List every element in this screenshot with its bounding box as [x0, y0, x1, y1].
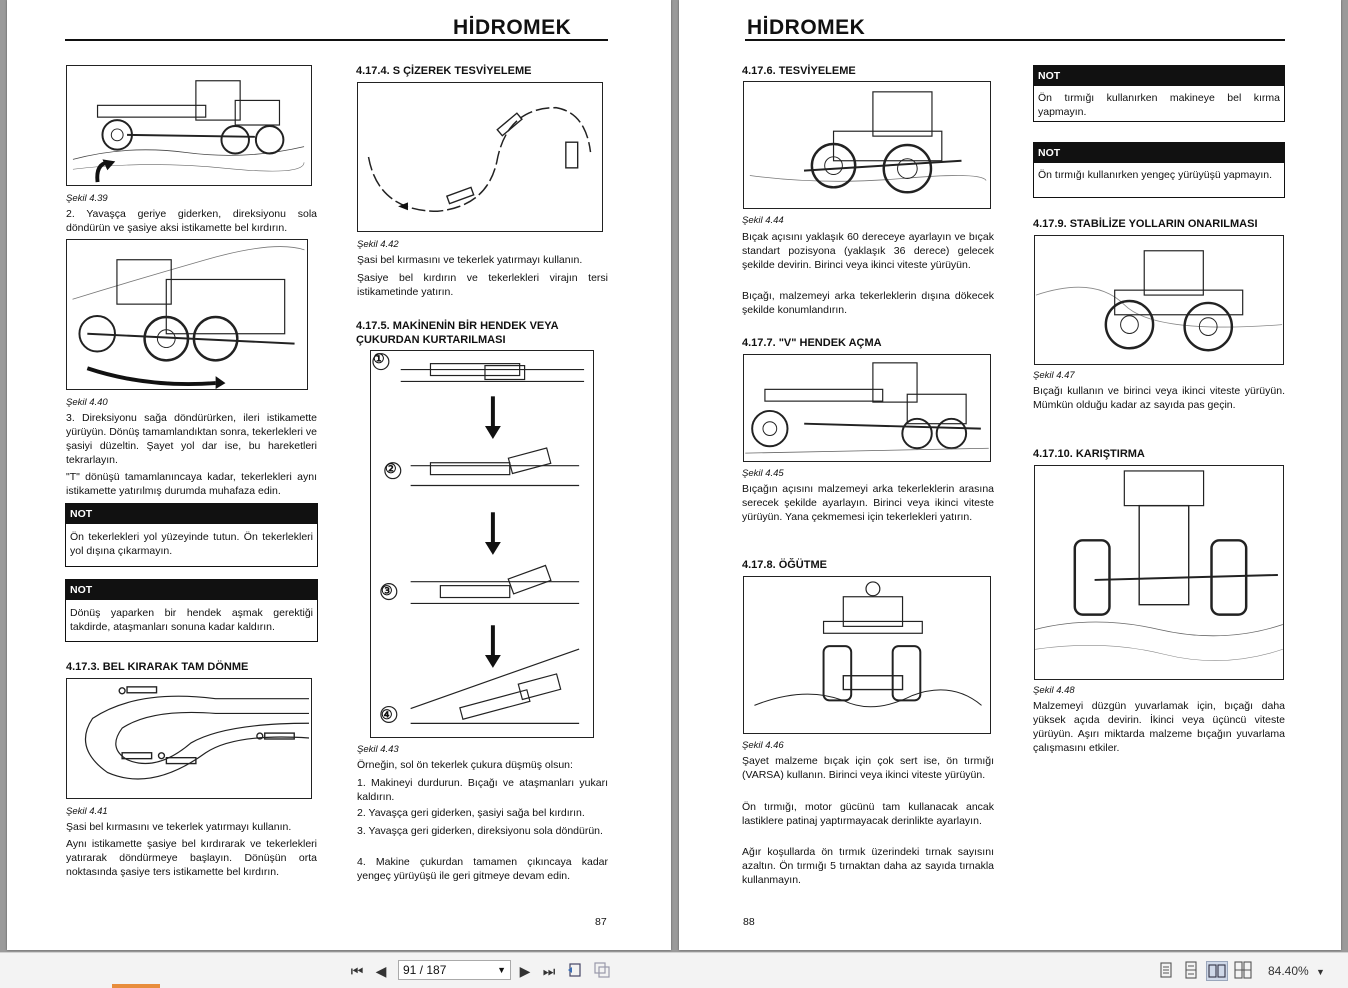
figure-4-43: [370, 350, 594, 738]
text-step-3: 3. Direksiyonu sağa döndürürken, ileri istikamette yürüyün. Dönüş tamamlandıktan sonra, tekerlekleri ve şasiyi düzeltin. Şayet yol dar ise, bu hareketleri tekrarlayın.: [66, 412, 317, 466]
text-4-17-7: Bıçağın açısını malzemeyi arka tekerleklerin arasına serecek şekilde ayarlayın. Birinci veya ikinci viteste yürüyün. Yana çekmemesi için tekerlekleri yatırın.: [742, 483, 994, 523]
heading-4-17-5: 4.17.5. MAKİNENİN BİR HENDEK VEYA ÇUKURDAN KURTARILMASI: [356, 320, 559, 346]
step-marker: ④: [381, 707, 393, 722]
step-marker: ③: [381, 583, 393, 598]
heading-4-17-3: 4.17.3. BEL KIRARAK TAM DÖNME: [66, 661, 249, 673]
text-4-17-5-step3: 3. Yavaşça geri giderken, direksiyonu sola döndürün.: [357, 825, 603, 837]
zoom-level[interactable]: [1268, 961, 1325, 982]
text-4-17-4-b: Şasiye bel kırdırın ve tekerlekleri virajın tersi istikametinde yatırın.: [357, 272, 608, 298]
header-rule: [745, 39, 1285, 41]
page-number: 87: [595, 916, 607, 928]
heading-4-17-7: 4.17.7. "V" HENDEK AÇMA: [742, 337, 882, 349]
caption-4-39: Şekil 4.39: [66, 193, 108, 204]
left-page: [7, 0, 671, 950]
caption-4-40: Şekil 4.40: [66, 397, 108, 408]
right-page: [679, 0, 1341, 950]
page-number: 88: [743, 916, 755, 928]
page-indicator: 91 / 187: [403, 963, 447, 977]
text-step-2: 2. Yavaşça geriye giderken, direksiyonu sola döndürün ve şasiye aksi istikamette bel kırdırın.: [66, 208, 317, 234]
text-4-17-6-a: Bıçak açısını yaklaşık 60 dereceye ayarlayın ve bıçak standart pozisyona (yaklaşık 36 derece) gelecek şekilde devirin. Birinci veya ikinci viteste yürüyün.: [742, 231, 994, 271]
two-page-view-icon[interactable]: [1206, 961, 1228, 981]
note-box: [1033, 65, 1285, 122]
heading-4-17-8: 4.17.8. ÖĞÜTME: [742, 559, 827, 571]
figure-4-40: [66, 239, 308, 390]
previous-page-button[interactable]: ◀: [375, 963, 387, 979]
first-page-button[interactable]: ⏮: [350, 963, 364, 979]
full-turn-path-diagram: [67, 679, 311, 798]
text-4-17-4-a: Şasi bel kırmasını ve tekerlek yatırmayı kullanın.: [357, 254, 583, 266]
figure-4-45: [743, 354, 991, 462]
figure-4-39: [66, 65, 312, 186]
text-4-17-8-a: Şayet malzeme bıçak için çok sert ise, ön tırmığı (VARSA) kullanın. Birinci veya ikinci viteste yürüyün.: [742, 755, 994, 781]
caption-4-44: Şekil 4.44: [742, 215, 784, 226]
text-4-17-5-step4: 4. Makine çukurdan tamamen çıkıncaya kadar yengeç yürüyüşü ile geri gitmeye devam edin.: [357, 856, 608, 882]
note-header: NOT: [66, 504, 317, 524]
zoom-value: 84.40%: [1268, 964, 1309, 978]
heading-4-17-6: 4.17.6. TESVİYELEME: [742, 65, 856, 77]
ditch-recovery-steps-diagram: [371, 351, 593, 737]
heading-4-17-9: 4.17.9. STABİLİZE YOLLARIN ONARILMASI: [1033, 218, 1258, 230]
text-4-17-3-a: Şasi bel kırmasını ve tekerlek yatırmayı kullanın.: [66, 821, 292, 833]
brand-logo: HİDROMEK: [453, 16, 572, 39]
note-body: Dönüş yaparken bir hendek aşmak gerektiği takdirde, ataşmanları sonuna kadar kaldırın.: [70, 607, 313, 633]
grader-grading-illustration: [744, 82, 990, 208]
grader-turn-illustration: [67, 240, 307, 389]
caption-4-41: Şekil 4.41: [66, 806, 108, 817]
brand-logo: HİDROMEK: [747, 16, 866, 39]
text-4-17-10: Malzemeyi düzgün yuvarlamak için, bıçağı daha yüksek açıda devirin. İkinci veya üçüncü viteste yürüyün. Aşırı miktarda malzeme bıçağın yuvarlama çalışmasını etkiler.: [1033, 700, 1285, 754]
text-4-17-8-b: Ön tırmığı, motor gücünü tam kullanacak ancak lastiklere patinaj yaptırmayacak derinlikte ayarlayın.: [742, 801, 994, 827]
mixing-illustration: [1035, 466, 1283, 679]
next-page-button[interactable]: ▶: [519, 963, 531, 979]
note-box: [65, 503, 318, 567]
figure-4-47: [1034, 235, 1284, 365]
pdf-viewer-toolbar: [0, 952, 1348, 988]
text-4-17-9: Bıçağı kullanın ve birinci veya ikinci viteste yürüyün. Mümkün olduğu kadar az sayıda pas geçin.: [1033, 385, 1285, 411]
note-body: Ön tırmığı kullanırken makineye bel kırma yapmayın.: [1038, 92, 1280, 118]
caption-4-45: Şekil 4.45: [742, 468, 784, 479]
fit-page-icon[interactable]: [566, 961, 586, 981]
text-t-turn: "T" dönüşü tamamlanıncaya kadar, tekerlekleri aynı istikamette yatırılmış durumda muhafaza edin.: [66, 471, 317, 497]
s-path-diagram: [358, 83, 602, 231]
caption-4-42: Şekil 4.42: [357, 239, 399, 250]
single-page-view-icon[interactable]: [1156, 961, 1176, 981]
continuous-view-icon[interactable]: [1181, 961, 1201, 981]
note-body: Ön tekerlekleri yol yüzeyinde tutun. Ön tekerlekleri yol dışına çıkarmayın.: [70, 531, 313, 557]
note-box: [65, 579, 318, 642]
header-rule: [65, 39, 608, 41]
text-4-17-8-c: Ağır koşullarda ön tırmık üzerindeki tırnak sayısını azaltın. Ön tırmığı 5 tırnaktan daha az sayıda tırnakla kullanmayın.: [742, 846, 994, 886]
fit-width-icon[interactable]: [592, 961, 612, 981]
caption-4-46: Şekil 4.46: [742, 740, 784, 751]
figure-4-48: [1034, 465, 1284, 680]
note-box: [1033, 142, 1285, 198]
horizontal-scrollbar-thumb[interactable]: [112, 984, 160, 988]
step-marker: ②: [385, 461, 397, 476]
figure-4-41: [66, 678, 312, 799]
road-repair-illustration: [1035, 236, 1283, 364]
page-number-input[interactable]: [398, 960, 511, 980]
text-4-17-5-intro: Örneğin, sol ön tekerlek çukura düşmüş olsun:: [357, 759, 573, 771]
note-body: Ön tırmığı kullanırken yengeç yürüyüşü yapmayın.: [1038, 169, 1273, 181]
figure-4-44: [743, 81, 991, 209]
text-4-17-3-b: Aynı istikamette şasiye bel kırdırarak ve tekerlekleri yatırarak döndürmeye başlayın. Dönüşün orta noktasında şasiye ters istikamette bel kırdırın.: [66, 838, 317, 878]
chevron-down-icon[interactable]: ▼: [497, 965, 506, 975]
heading-4-17-4: 4.17.4. S ÇİZEREK TESVİYELEME: [356, 65, 532, 77]
note-header: NOT: [1034, 143, 1284, 163]
note-header: NOT: [66, 580, 317, 600]
step-marker: ①: [373, 351, 385, 366]
v-ditch-illustration: [744, 355, 990, 461]
caption-4-48: Şekil 4.48: [1033, 685, 1075, 696]
last-page-button[interactable]: ⏭: [542, 963, 556, 979]
two-page-continuous-icon[interactable]: [1233, 961, 1253, 981]
heading-4-17-10: 4.17.10. KARIŞTIRMA: [1033, 448, 1145, 460]
caption-4-43: Şekil 4.43: [357, 744, 399, 755]
caption-4-47: Şekil 4.47: [1033, 370, 1075, 381]
figure-4-46: [743, 576, 991, 734]
grader-turn-illustration: [67, 66, 311, 185]
text-4-17-5-step2: 2. Yavaşça geri giderken, şasiyi sağa bel kırdırın.: [357, 807, 585, 819]
ripper-front-view-illustration: [744, 577, 990, 733]
text-4-17-6-b: Bıçağı, malzemeyi arka tekerleklerin dışına dökecek şekilde konumlandırın.: [742, 290, 994, 316]
text-4-17-5-step1: 1. Makineyi durdurun. Bıçağı ve ataşmanları yukarı kaldırın.: [357, 777, 608, 803]
figure-4-42: [357, 82, 603, 232]
chevron-down-icon[interactable]: ▼: [1316, 967, 1325, 977]
note-header: NOT: [1034, 66, 1284, 86]
